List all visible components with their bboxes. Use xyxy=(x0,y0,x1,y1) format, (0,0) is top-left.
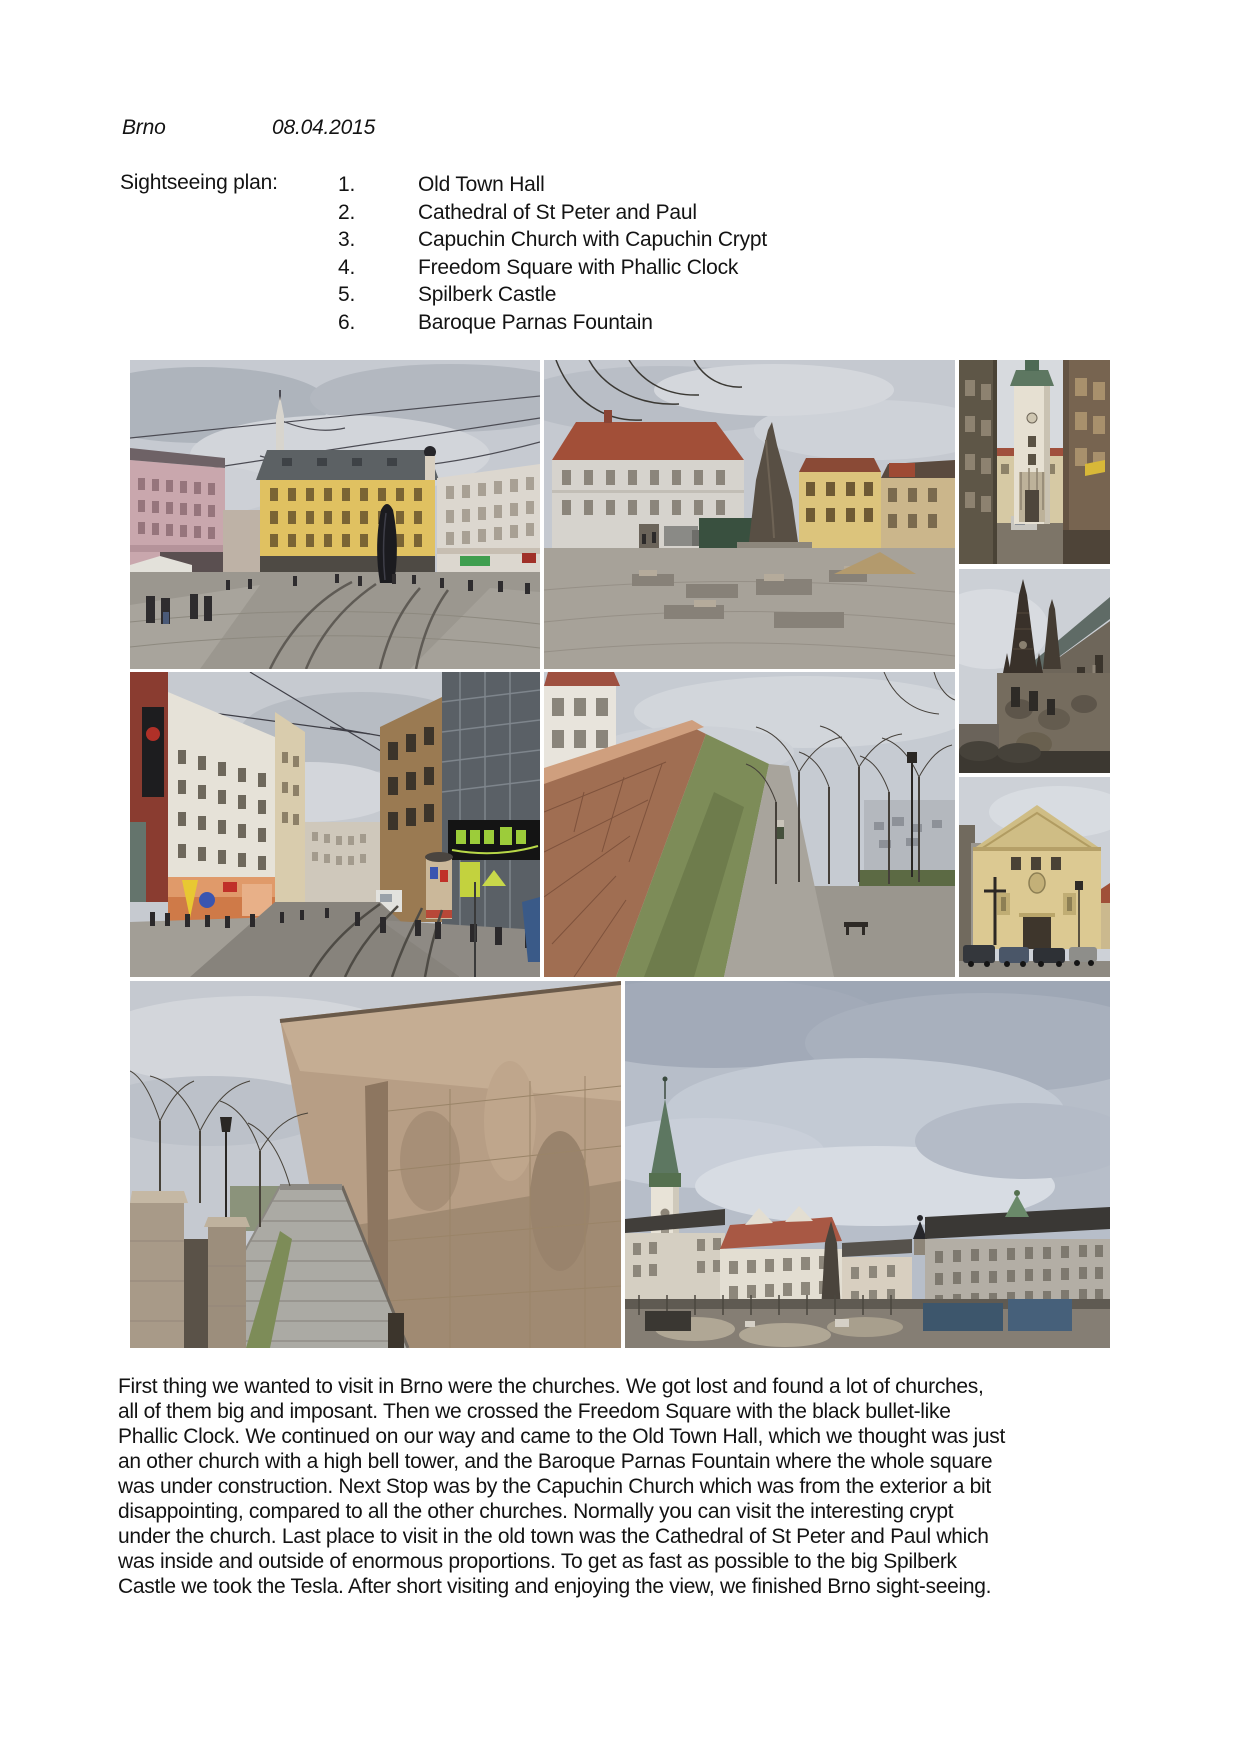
plan-item-label: Spilberk Castle xyxy=(418,283,557,306)
sightseeing-plan-list xyxy=(338,171,767,336)
doc-title: Brno xyxy=(122,116,166,139)
plan-item-number: 1. xyxy=(338,173,356,196)
photo-parnas-fountain-square xyxy=(544,360,955,669)
plan-item-label: Capuchin Church with Capuchin Crypt xyxy=(418,228,768,251)
photo-castle-wall-ramp xyxy=(130,981,621,1348)
story-line: an other church with a high bell tower, and the Baroque Parnas Fountain where the whole square xyxy=(118,1450,993,1473)
plan-item xyxy=(338,226,767,254)
plan-item xyxy=(338,254,767,282)
plan-item-number: 6. xyxy=(338,310,356,334)
story-line: First thing we wanted to visit in Brno were the churches. We got lost and found a lot of churches, xyxy=(118,1375,984,1398)
plan-item xyxy=(338,309,767,337)
photo-freedom-square-street xyxy=(130,360,540,669)
story-line: Castle we took the Tesla. After short visiting and enjoying the view, we finished Brno sight-seeing. xyxy=(118,1575,992,1598)
photo-castle-rampart-park xyxy=(544,672,955,977)
story-paragraph xyxy=(118,1374,1128,1599)
photo-square-construction-view xyxy=(625,981,1110,1348)
photo-old-town-hall-tower xyxy=(959,360,1110,564)
plan-item xyxy=(338,281,767,309)
plan-item-label: Baroque Parnas Fountain xyxy=(418,310,653,334)
story-line: all of them big and imposant. Then we crossed the Freedom Square with the black bullet-like xyxy=(118,1400,951,1423)
plan-item-number: 2. xyxy=(338,200,356,224)
story-line: Phallic Clock. We continued on our way and came to the Old Town Hall, which we thought was just xyxy=(118,1425,1006,1448)
story-line: was under construction. Next Stop was by the Capuchin Church which was from the exterior a bit xyxy=(118,1475,991,1498)
photo-shopping-street-trams xyxy=(130,672,540,977)
plan-item-number: 4. xyxy=(338,255,356,279)
doc-date: 08.04.2015 xyxy=(272,116,376,139)
plan-item-label: Freedom Square with Phallic Clock xyxy=(418,255,739,279)
plan-item xyxy=(338,171,767,199)
story-line: under the church. Last place to visit in the old town was the Cathedral of St Peter and Paul which xyxy=(118,1525,989,1548)
plan-item-label: Cathedral of St Peter and Paul xyxy=(418,200,697,224)
story-line: was inside and outside of enormous proportions. To get as fast as possible to the big Spilberk xyxy=(118,1550,957,1573)
story-line: disappointing, compared to all the other churches. Normally you can visit the interesting crypt xyxy=(118,1500,954,1523)
sightseeing-plan-label: Sightseeing plan: xyxy=(120,171,278,194)
plan-item xyxy=(338,199,767,227)
photo-cathedral-st-peter-paul xyxy=(959,569,1110,773)
plan-item-number: 5. xyxy=(338,283,356,306)
plan-item-label: Old Town Hall xyxy=(418,173,545,196)
photo-capuchin-church xyxy=(959,777,1110,977)
plan-item-number: 3. xyxy=(338,228,356,251)
